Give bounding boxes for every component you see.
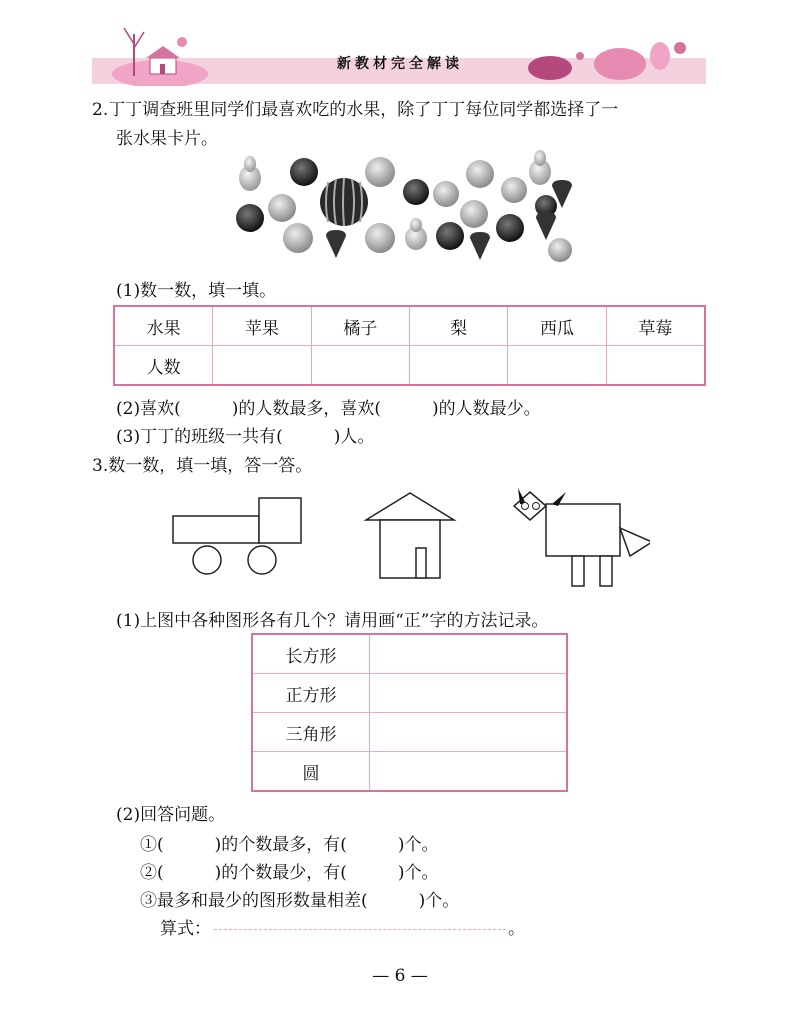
table-row [252,752,567,792]
orange-icon [268,194,296,222]
strawberry-icon [470,232,490,260]
q3-question-b: ②( )的个数最少，有( )个。 [140,863,439,883]
apple-icon [236,204,264,232]
header-cell-fruit: 水果 [114,306,213,346]
row-label-square: 正方形 [252,674,370,713]
orange-icon [460,200,488,228]
row-label-circle: 圆 [252,752,370,792]
q3-part2: (2)回答问题。 [116,805,226,825]
q3-intro: 3.数一数，填一填，答一答。 [92,456,313,476]
fruit-count-table [113,305,706,386]
row-label-rectangle: 长方形 [252,634,370,674]
header-cell-pear: 梨 [409,306,507,346]
tally-cell-rectangle[interactable] [370,634,568,674]
header-cell-strawberry: 草莓 [606,306,705,346]
header-cell-orange: 橘子 [311,306,409,346]
q2-part2: (2)喜欢( )的人数最多，喜欢( )的人数最少。 [116,399,541,419]
answer-cell-orange[interactable] [311,346,409,386]
header-title: 新教材完全解读 [337,56,463,72]
tally-cell-square[interactable] [370,674,568,713]
orange-icon [548,238,572,262]
table-row [252,713,567,752]
orange-icon [283,223,313,253]
pear-icon [239,156,261,191]
strawberry-icon [536,212,556,240]
q2-part1: (1)数一数，填一填。 [116,281,277,301]
answer-cell-strawberry[interactable] [606,346,705,386]
answer-cell-watermelon[interactable] [508,346,606,386]
header-cell-apple: 苹果 [213,306,311,346]
table-row [252,674,567,713]
pear-icon [529,150,551,185]
tally-cell-circle[interactable] [370,752,568,792]
apple-icon [496,214,524,242]
formula-label: 算式： [160,919,211,939]
strawberry-icon [326,230,346,258]
fruit-cards-illustration [230,146,575,268]
q2-intro-line1: 2.丁丁调查班里同学们最喜欢吃的水果，除了丁丁每位同学都选择了一 [92,100,619,120]
row-label-triangle: 三角形 [252,713,370,752]
header-cell-watermelon: 西瓜 [508,306,606,346]
house-figure [366,493,454,578]
q3-question-c: ③最多和最少的图形数量相差( )个。 [140,891,460,911]
tally-cell-triangle[interactable] [370,713,568,752]
table-row [114,346,705,386]
q3-question-a: ①( )的个数最多，有( )个。 [140,835,439,855]
apple-icon [290,158,318,186]
formula-end: 。 [508,919,525,939]
q2-intro-line2: 张水果卡片。 [116,129,218,149]
house-tree-decoration-icon [98,14,208,86]
answer-cell-pear[interactable] [409,346,507,386]
watermelon-icon [320,178,368,226]
formula-answer-line[interactable] [214,929,506,930]
answer-cell-apple[interactable] [213,346,311,386]
orange-icon [466,160,494,188]
apple-icon [403,179,429,205]
table-row [114,306,705,346]
pear-icon [405,218,427,250]
shapes-illustration [170,484,650,590]
orange-icon [365,223,395,253]
q3-part1: (1)上图中各种图形各有几个？请用画“正”字的方法记录。 [116,611,549,631]
apple-icon [436,222,464,250]
orange-icon [433,181,459,207]
q2-part3: (3)丁丁的班级一共有( )人。 [116,427,375,447]
orange-icon [501,177,527,203]
row-label-people: 人数 [114,346,213,386]
truck-figure [173,498,301,574]
page-number: — 6 — [372,966,428,986]
shape-tally-table [251,633,568,792]
orange-icon [365,157,395,187]
table-row [252,634,567,674]
